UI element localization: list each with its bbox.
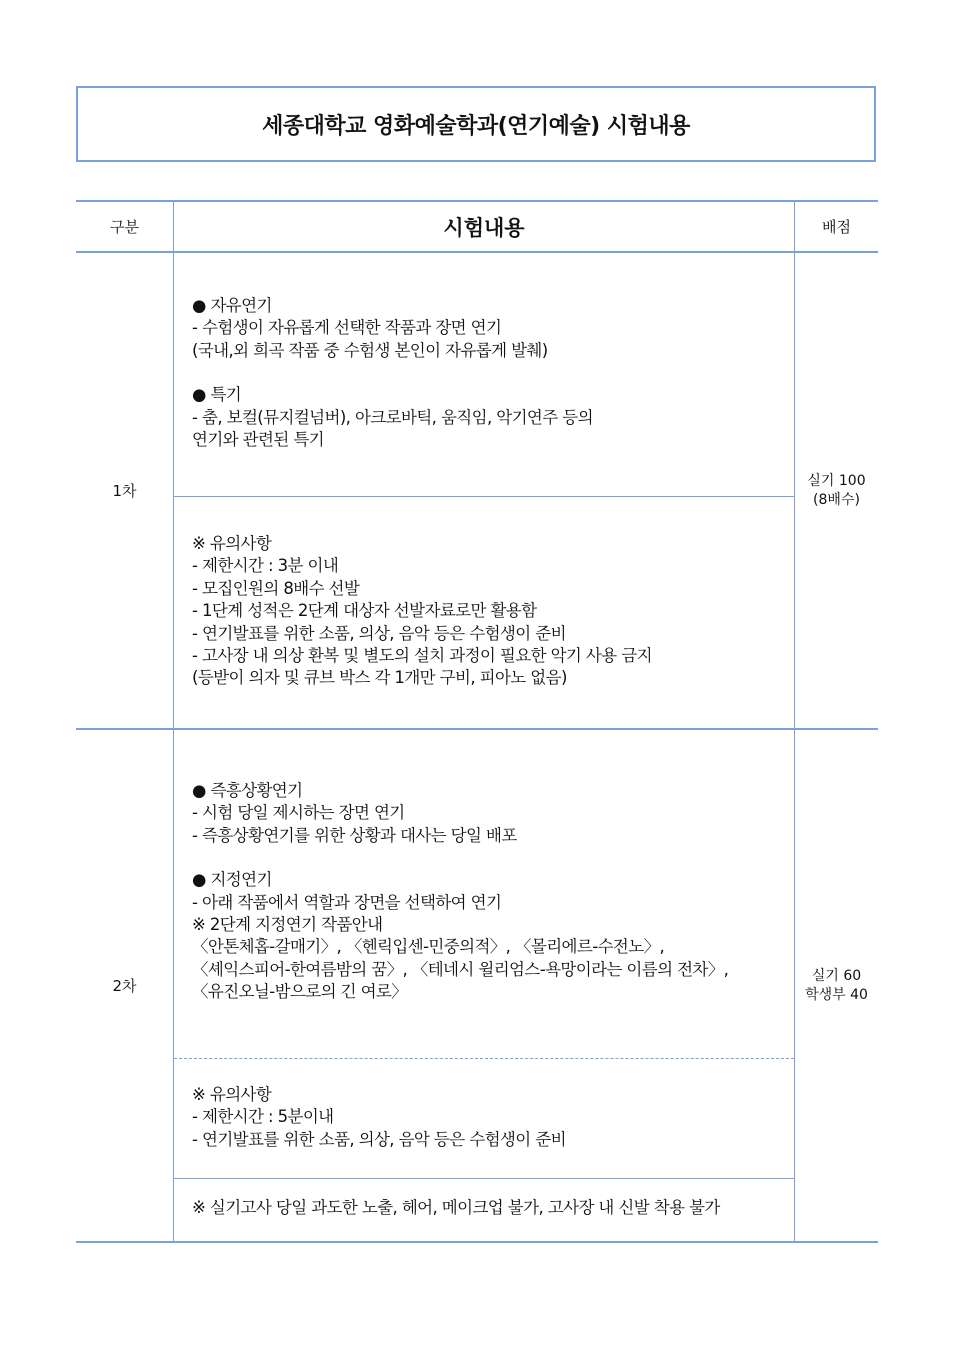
- round1-score-line2: (8배수): [813, 491, 860, 508]
- round1-line: - 춤, 보컬(뮤지컬넘버), 아크로바틱, 움직임, 악기연주 등의: [192, 407, 593, 427]
- column-divider-left: [173, 200, 174, 1243]
- round1-note-line: - 고사장 내 의상 환복 및 별도의 설치 과정이 필요한 악기 사용 금지: [192, 646, 652, 666]
- round1-line: (국내,외 희곡 작품 중 수험생 본인이 자유롭게 발췌): [192, 340, 548, 360]
- round1-content: [192, 295, 593, 451]
- round1-score: [795, 253, 878, 728]
- round1-notes: [192, 533, 652, 690]
- round1-note-line: - 1단계 성적은 2단계 대상자 선발자료로만 활용함: [192, 601, 537, 621]
- round2-notes: [192, 1084, 566, 1151]
- round1-note-line: - 모집인원의 8배수 선발: [192, 578, 360, 598]
- round2-works-line: 〈유진오닐-밤으로의 긴 여로〉: [192, 982, 408, 1002]
- round2-works-line: 〈안톤체홉-갈매기〉, 〈헨릭입센-민중의적〉, 〈몰리에르-수전노〉,: [192, 937, 665, 957]
- round2-line: - 시험 당일 제시하는 장면 연기: [192, 803, 405, 823]
- title-box: [76, 86, 876, 162]
- round2-note-line: - 제한시간 : 5분이내: [192, 1107, 334, 1127]
- round1-heading-free-acting: ● 자유연기: [192, 296, 272, 315]
- round2-score-line1: 실기 60: [811, 967, 862, 984]
- round1-label: 1차: [112, 482, 137, 500]
- round2-notes-heading: ※ 유의사항: [192, 1085, 272, 1104]
- round2-notes-separator: [174, 1058, 794, 1059]
- round1-line: 연기와 관련된 특기: [192, 430, 325, 450]
- round2-heading-assigned: ● 지정연기: [192, 870, 272, 890]
- round2-note-line: - 연기발표를 위한 소품, 의상, 음악 등은 수험생이 준비: [192, 1129, 566, 1149]
- round2-label: 2차: [112, 977, 137, 995]
- page-title: 세종대학교 영화예술학과(연기예술) 시험내용: [262, 113, 690, 139]
- header-bottom-rule: [76, 251, 878, 253]
- round2-line: - 즉흥상황연기를 위한 상황과 대사는 당일 배포: [192, 825, 517, 845]
- round1-notes-heading: ※ 유의사항: [192, 534, 272, 553]
- header-category: 구분: [110, 218, 139, 236]
- round2-final-note: ※ 실기고사 당일 과도한 노출, 헤어, 메이크업 불가, 고사장 내 신발 착용 불가: [192, 1198, 720, 1217]
- round2-score-line2: 학생부 40: [805, 986, 868, 1003]
- round1-score-line1: 실기 100: [807, 472, 866, 489]
- round2-line: ※ 2단계 지정연기 작품안내: [192, 915, 383, 935]
- round1-note-line: - 연기발표를 위한 소품, 의상, 음악 등은 수험생이 준비: [192, 623, 566, 643]
- round1-note-line: - 제한시간 : 3분 이내: [192, 556, 339, 576]
- round2-heading-improv: ● 즉흥상황연기: [192, 781, 303, 800]
- round1-line: - 수험생이 자유롭게 선택한 작품과 장면 연기: [192, 318, 502, 338]
- round1-heading-talent: ● 특기: [192, 385, 242, 405]
- round-divider-rule: [76, 728, 878, 730]
- exam-table: [76, 200, 878, 1244]
- header-content: 시험내용: [443, 215, 525, 240]
- round2-works-line: 〈셰익스피어-한여름밤의 꿈〉, 〈테네시 윌리엄스-욕망이라는 이름의 전차〉,: [192, 959, 729, 979]
- header-score: 배점: [822, 218, 851, 236]
- round1-note-line: (등받이 의자 및 큐브 박스 각 1개만 구비, 피아노 없음): [192, 668, 567, 688]
- round2-content: [192, 780, 728, 1004]
- table-bottom-rule: [76, 1241, 878, 1243]
- round2-score: [795, 730, 878, 1241]
- round2-final-separator: [174, 1178, 794, 1179]
- round1-notes-separator: [174, 496, 794, 497]
- round2-line: - 아래 작품에서 역할과 장면을 선택하여 연기: [192, 892, 502, 912]
